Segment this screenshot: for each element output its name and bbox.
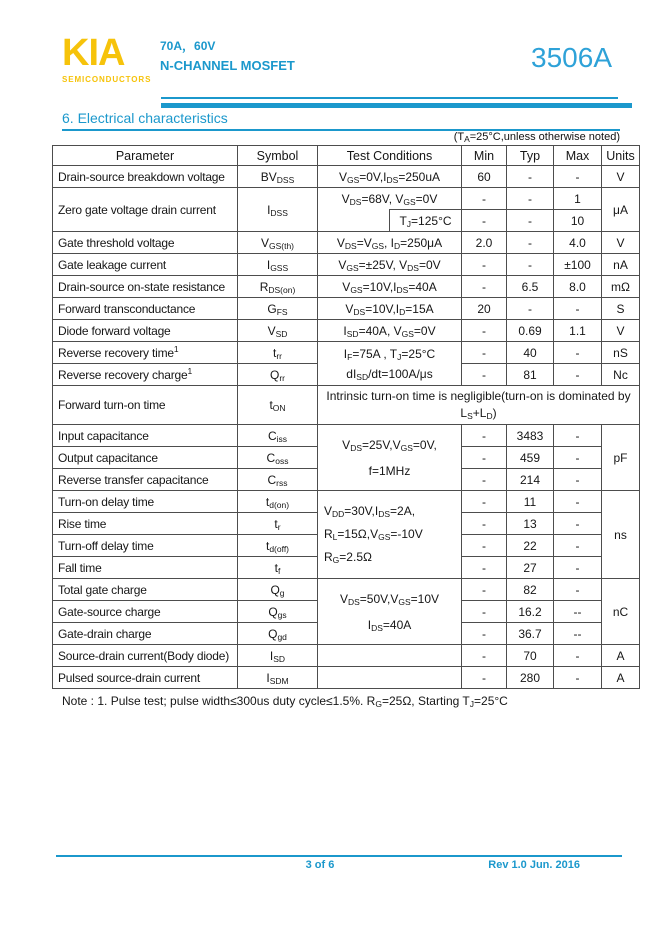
table-cell: V [602,166,640,188]
table-cell: $V_{GS}=0V,I_{DS}=250uA$ [318,166,462,188]
table-cell: $V_{DD}=30V,I_{DS}=2A$, $R_L=15\Omega,V_{GS}=-10V$ $R_G=2.5\Omega$ [318,491,462,579]
table-cell: 27 [507,557,554,579]
table-cell: 3483 [507,425,554,447]
table-cell: - [462,491,507,513]
table-row [53,276,640,298]
section-title: 6. Electrical characteristics [62,110,620,131]
table-cell: A [602,645,640,667]
header-rule-thick [161,103,632,108]
column-header: Symbol [238,146,318,166]
table-cell: - [554,513,602,535]
revision-text: Rev 1.0 Jun. 2016 [488,859,580,871]
table-cell: Gate-drain charge [53,623,238,645]
table-row [53,254,640,276]
table-cell: $Q_{gs}$ [238,601,318,623]
table-cell: - [554,645,602,667]
table-cell: - [462,254,507,276]
table-cell: Forward turn-on time [53,386,238,425]
table-cell: 11 [507,491,554,513]
column-header: Units [602,146,640,166]
table-cell: Reverse recovery charge$^1$ [53,364,238,386]
table-cell: 40 [507,342,554,364]
table-cell: $V_{GS}=10V,I_{DS}=40A$ [318,276,462,298]
table-cell: $t_f$ [238,557,318,579]
device-type: N-CHANNEL MOSFET [160,58,295,73]
table-cell: - [462,425,507,447]
table-header-row [53,146,640,166]
table-cell: $V_{DS}=50V,V_{GS}=10V$ $I_{DS}=40A$ [318,579,462,645]
table-row [53,188,640,210]
table-cell: Gate threshold voltage [53,232,238,254]
table-cell: 60 [462,166,507,188]
table-cell: μA [602,188,640,232]
table-cell: Fall time [53,557,238,579]
table-cell: $I_{SDM}$ [238,667,318,689]
table-cell: Reverse transfer capacitance [53,469,238,491]
table-cell: $C_{iss}$ [238,425,318,447]
table-cell: 70 [507,645,554,667]
table-cell: Zero gate voltage drain current [53,188,238,232]
note-text: Note : 1. Pulse test; pulse width≤300us duty cycle≤1.5%. $R_G=25\Omega$, Starting $T_J=25^\circ C$ [62,694,508,709]
table-row [53,342,640,364]
table-cell: - [462,469,507,491]
table-cell: - [554,535,602,557]
table-cell: - [462,601,507,623]
table-cell: - [462,364,507,386]
table-cell: Gate leakage current [53,254,238,276]
table-cell: - [507,166,554,188]
table-cell: ±100 [554,254,602,276]
table-row [53,386,640,425]
table-cell: $V_{DS}=68V$, $V_{GS}=0V$ [318,188,462,210]
table-cell: S [602,298,640,320]
table-cell: $t_{d(on)}$ [238,491,318,513]
table-cell: Output capacitance [53,447,238,469]
table-cell: $I_{SD}$ [238,645,318,667]
table-cell: - [554,557,602,579]
table-cell: - [462,579,507,601]
table-cell: Intrinsic turn-on time is negligible(turn-on is dominated by $L_S+L_D$) [318,386,640,425]
table-cell: - [462,342,507,364]
table-cell: $Q_{gd}$ [238,623,318,645]
column-header: Typ [507,146,554,166]
table-cell: - [462,623,507,645]
table-cell: Forward transconductance [53,298,238,320]
table-cell: -- [554,623,602,645]
table-cell: - [554,342,602,364]
table-cell: A [602,667,640,689]
column-header: Max [554,146,602,166]
table-row [53,166,640,188]
table-cell: 0.69 [507,320,554,342]
table-cell: $G_{FS}$ [238,298,318,320]
table-cell: 6.5 [507,276,554,298]
table-cell: $BV_{DSS}$ [238,166,318,188]
table-cell: $C_{oss}$ [238,447,318,469]
table-cell: Source-drain current(Body diode) [53,645,238,667]
table-body [53,166,640,689]
table-cell: Drain-source breakdown voltage [53,166,238,188]
table-cell: Turn-off delay time [53,535,238,557]
table-cell: - [462,513,507,535]
table-cell: $C_{rss}$ [238,469,318,491]
table-cell: Turn-on delay time [53,491,238,513]
table-cell: $Q_g$ [238,579,318,601]
table-row [53,645,640,667]
brand-logo-subtext: SEMICONDUCTORS [62,75,152,84]
table-cell: - [554,447,602,469]
table-cell: $t_{d(off)}$ [238,535,318,557]
table-cell: $V_{GS}=\pm 25V$, $V_{DS}=0V$ [318,254,462,276]
table-cell: 459 [507,447,554,469]
table-cell: $V_{DS}=V_{GS}$, $I_D=250\mu A$ [318,232,462,254]
table-cell: -- [554,601,602,623]
condition-note: ($T_A=25^\circ C,unless$ otherwise noted) [453,131,620,144]
table-cell: 22 [507,535,554,557]
table-cell: - [507,210,554,232]
table-cell [318,667,462,689]
table-row [53,298,640,320]
table-row [53,232,640,254]
brand-logo-text: KIA [62,32,125,74]
page-number: 3 of 6 [305,859,335,871]
table-cell: Nc [602,364,640,386]
table-row [53,425,640,447]
table-cell: - [554,425,602,447]
table-cell: - [554,469,602,491]
table-cell: - [462,645,507,667]
table-cell: $T_J=125^\circ C$ [390,210,462,232]
table-cell: - [554,579,602,601]
brand-logo [62,34,151,84]
table-cell: $R_{DS(on)}$ [238,276,318,298]
table-cell: $I_{SD}=40A$, $V_{GS}=0V$ [318,320,462,342]
table-cell: - [507,298,554,320]
column-header: Parameter [53,146,238,166]
table-cell: - [554,166,602,188]
table-cell: $V_{DS}=25V,V_{GS}=0V$, f=1MHz [318,425,462,491]
table-container [52,145,652,708]
table-cell: - [462,276,507,298]
table-cell: - [462,320,507,342]
table-cell: V [602,232,640,254]
device-summary [160,37,295,73]
table-cell: Diode forward voltage [53,320,238,342]
table-cell: $t_{rr}$ [238,342,318,364]
column-header: Min [462,146,507,166]
table-cell: 36.7 [507,623,554,645]
table-cell: 4.0 [554,232,602,254]
table-cell: V [602,320,640,342]
table-cell: $I_F=75A$ , $T_J=25^\circ C$ $dI_{SD}/dt=100A/\mu s$ [318,342,462,386]
table-cell: pF [602,425,640,491]
table-cell: 8.0 [554,276,602,298]
table-cell: nC [602,579,640,645]
table-cell: 280 [507,667,554,689]
footer-rule [56,855,622,857]
table-cell: 20 [462,298,507,320]
table-row [53,667,640,689]
table-cell: 1.1 [554,320,602,342]
table-cell: $V_{GS(th)}$ [238,232,318,254]
header-rule-thin [161,97,618,99]
table-cell: nA [602,254,640,276]
table-cell: $I_{DSS}$ [238,188,318,232]
table-cell: - [554,364,602,386]
table-cell: $V_{DS}=10V,I_D=15A$ [318,298,462,320]
table-cell: - [554,491,602,513]
table-cell: $t_r$ [238,513,318,535]
table-cell: $V_{SD}$ [238,320,318,342]
table-cell: Drain-source on-state resistance [53,276,238,298]
table-row [53,320,640,342]
table-cell: - [462,557,507,579]
table-cell: 214 [507,469,554,491]
table-cell: 81 [507,364,554,386]
table-cell: Total gate charge [53,579,238,601]
table-cell: 82 [507,579,554,601]
table-cell: nS [602,342,640,364]
table-cell: - [462,188,507,210]
table-header [53,146,640,166]
table-cell: 13 [507,513,554,535]
column-header: Test Conditions [318,146,462,166]
table-cell: - [507,232,554,254]
table-cell: Reverse recovery time$^1$ [53,342,238,364]
table-cell: 10 [554,210,602,232]
table-cell: mΩ [602,276,640,298]
table-cell: - [462,535,507,557]
table-cell: Pulsed source-drain current [53,667,238,689]
table-cell: $I_{GSS}$ [238,254,318,276]
table-row [53,491,640,513]
table-cell: 1 [554,188,602,210]
table-cell: - [554,298,602,320]
table-cell [318,210,390,232]
table-cell: - [462,667,507,689]
table-cell: - [554,667,602,689]
table-cell: ns [602,491,640,579]
table-cell: - [507,254,554,276]
table-cell: - [462,210,507,232]
table-row [53,579,640,601]
table-cell [318,645,462,667]
device-rating: 70A，60V [160,39,216,53]
part-number: 3506A [531,42,612,73]
table-cell: 2.0 [462,232,507,254]
table-cell: Rise time [53,513,238,535]
table-cell: 16.2 [507,601,554,623]
table-cell: Gate-source charge [53,601,238,623]
electrical-characteristics-table [52,145,640,689]
table-cell: - [462,447,507,469]
table-cell: - [507,188,554,210]
table-cell: $t_{ON}$ [238,386,318,425]
table-cell: Input capacitance [53,425,238,447]
table-cell: $Q_{rr}$ [238,364,318,386]
